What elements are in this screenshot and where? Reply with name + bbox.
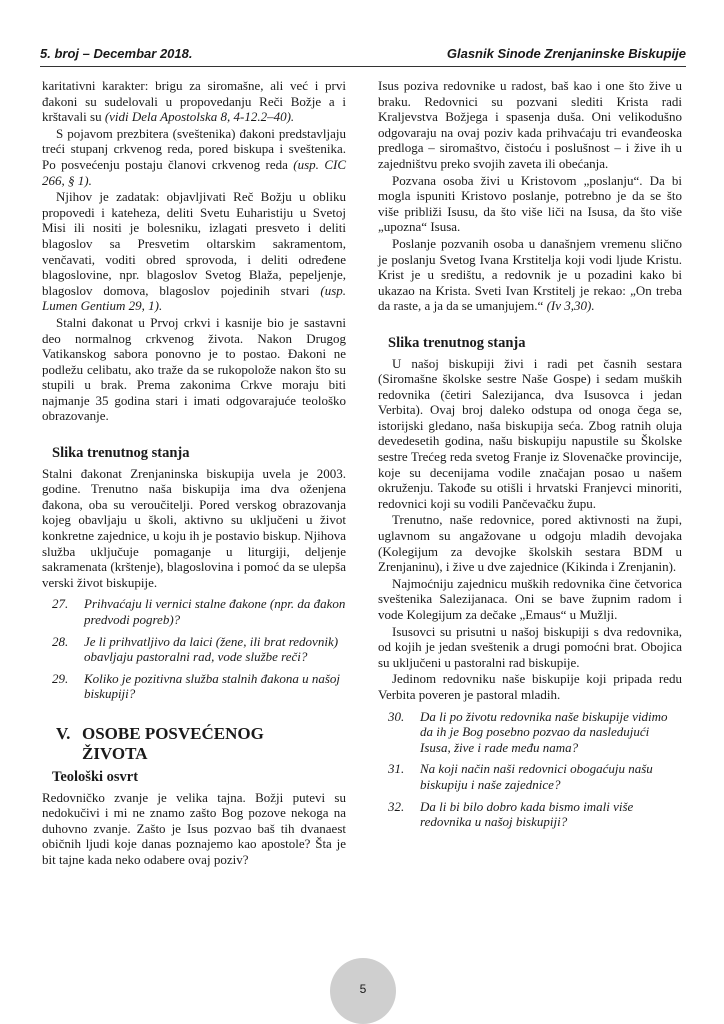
paragraph: Pozvana osoba živi u Kristovom „poslanju“. Da bi mogla ispuniti Kristovo poslanje, potrebno je da se što više približi Isusu, da što više liči na Isusa, da što više „upozna“ Isusa. (378, 172, 682, 235)
left-column (42, 78, 346, 868)
paragraph: Redovničko zvanje je velika tajna. Božji putevi su nedokučivi i mi ne znamo zašto Bog pozove nekoga na duhovno zvanje. Zašto je Isus pozvao baš tih dvanaest običnih ljudi koje danas poznajemo kao apostole? Šta je bit tajne kada neko odabere ovaj poziv? (42, 789, 346, 867)
question-list (378, 709, 682, 830)
page-number: 5 (359, 982, 367, 996)
page-header (40, 44, 686, 66)
subheading: Slika trenutnog stanja (52, 445, 190, 462)
question-item: 29. Koliko je pozitivna služba stalnih đakona u našoj biskupiji? (52, 670, 341, 702)
paragraph: Stalni đakonat Zrenjaninska biskupija uvela je 2003. godine. Trenutno naša biskupija ima dva oženjena đakona, oba su veroučitelji. Pored verskog obrazovanja kojeg obavljaju u školi, aktivno su uključeni u život konkretne zajednice, u koju ih je postavio biskup. Njihova služba uključuje pomaganje u liturgiji, deljenje sakramenata (krštenje), blagoslovina i pomoć da se ulepša verski život biskupije. (42, 465, 346, 590)
question-item: 31. Na koji način naši redovnici obogaćuju našu biskupiju i naše zajednice? (388, 761, 653, 792)
issue-date: 5. broj – Decembar 2018. (40, 46, 193, 61)
right-column (378, 78, 682, 836)
paragraph: Najmoćniju zajednicu muških redovnika čine četvorica sveštenika Salezijanaca. Oni se bave župnim radom i vode Kolegijum za dečake „Emaus“ u Mužlji. (378, 575, 682, 622)
reference: (Iv 3,30). (546, 298, 595, 314)
question-item: 30. Da li po životu redovnika naše biskupije vidimo da ih je Bog posebno pozvao da nasleduјući Isusa, žive i rade među nama? (388, 708, 668, 755)
paragraph: Isus poziva redovnike u radost, baš kao i one što žive u braku. Redovnici su pozvani slediti Krista radi Kraljevstva Božjega i spasenja duša. Oni velikodušno odgovaraju na ovaj poziv kada prihvaćaju tri evanđeoska predloga – siromaštvo, čistoću i poslušnost – i žive ih u zajedništvu preko svojih zaveta ili obećanja. (378, 78, 682, 171)
paragraph: S pojavom prezbitera (sveštenika) đakoni predstavljaju treći stupanj crkvenog reda, pored biskupa i sveštenika. Po posvećenju postaju članovi crkvenog reda (usp. CIC 266, § 1). (42, 125, 347, 188)
paragraph: Isusovci su prisutni u našoj biskupiji s dva redovnika, od kojih je jedan sveštenik a drugi pomoćni brat. Obojica su uključeni u pastoralni rad biskupije. (378, 623, 682, 670)
subheading: Slika trenutnog stanja (388, 334, 526, 351)
reference: (vidi Dela Apostolska 8, 4-12.2–40). (104, 109, 295, 125)
page-number-badge (330, 958, 396, 1024)
section-title: V. OSOBE POSVEĆENOG ŽIVOTA (56, 723, 264, 763)
paragraph: Stalni đakonat u Prvoj crkvi i kasnije bio je sastavni deo normalnog crkvenog života. Nakon Drugog Vatikanskog sabora ponovno je to postao. Đakoni ne podležu celibatu, ako traže da se rukopolože nakon što su stupili u brak. Prema zakonima Crkve moraju biti najmanje 35 godina stari i imati odgovarajuće teološko obrazovanje. (42, 314, 346, 424)
paragraph: Trenutno, naše redovnice, pored aktivnosti na župi, uglavnom su angažovane u odgoju mladih devojaka (Kolegijum za devojke školskih sestara BDM u Zrenjaninu), i žive u dve zajednice (Kikinda i Zrenjanin). (378, 512, 682, 575)
paragraph: Njihov je zadatak: objavljivati Reč Božju u obliku propovedi i kateheza, deliti Svetu Euharistiju u Svetoj Misi ili nositi je bolesniku, izlagati presveto i deliti blagoslov sa Presvetim oltarskim sakramentom, venčavati, voditi obred sprovoda, i deliti određene blagoslovine, npr. blagoslov Svetog Blaža, pepeljenje, blagoslov domova, blagoslov pojedinih stvari (usp. Lumen Gentium 29, 1). (42, 189, 346, 314)
question-item: 28. Je li prihvatljivo da laici (žene, ili brat redovnik) obavljaju pastoralni rad, vode službe reči? (52, 633, 339, 665)
paragraph: U našoj biskupiji živi i radi pet časnih sestara (Siromašne školske sestre Naše Gospe) i sedam muških redovnika (četiri Salezijanca, dva Isusovca i jedan Verbita). Ovaj broj daleko odstupa od onoga čega se, istorijski gledano, naša biskupija seća. Zbog ratnih oluja devedesetih godina, našu biskupiju napustile su Školske sestre Trećeg reda svetog Franje iz Slovenačke provincije, koje su decenijama vodile značajan posao u našem okruženju. Takođe su otišli i hrvatski Franjevci minoriti, redovnici koji su vodili Pančevačku župu. (378, 355, 682, 511)
paragraph: Poslanje pozvanih osoba u današnjem vremenu slično je poslanju Svetog Ivana Krstitelja koji vodi ljude Kristu. Krist je u središtu, a redovnik je u pozadini kako bi ukazao na Krista. Sveti Ivan Krstitelj je rekao: „On treba da raste, a ja da se umanjujem.“ (Iv 3,30). (378, 235, 682, 314)
reference: (usp. CIC 266, § 1). (42, 156, 347, 188)
question-list (42, 596, 346, 702)
publication-title: Glasnik Sinode Zrenjaninske Biskupije (446, 46, 686, 61)
question-item: 32. Da li bi bilo dobro kada bismo imali više redovnika u našoj biskupiji? (388, 798, 634, 830)
paragraph: Jedinom redovniku naše biskupije koji pripada redu Verbita poveren je pastoral mladih. (378, 671, 682, 702)
question-item: 27. Prihvaćaju li vernici stalne đakone (npr. da đakon predvodi pogreb)? (52, 596, 346, 627)
paragraph: karitativni karakter: brigu za siromašne, ali već i prvi đakoni su sudelovali u propovedanju Reči Božje a i krštavali su (vidi Dela Apostolska 8, 4-12.2–40). (42, 78, 346, 125)
header-rule (40, 66, 686, 67)
subheading: Teološki osvrt (52, 768, 139, 785)
reference: (usp. Lumen Gentium 29, 1). (42, 282, 346, 314)
